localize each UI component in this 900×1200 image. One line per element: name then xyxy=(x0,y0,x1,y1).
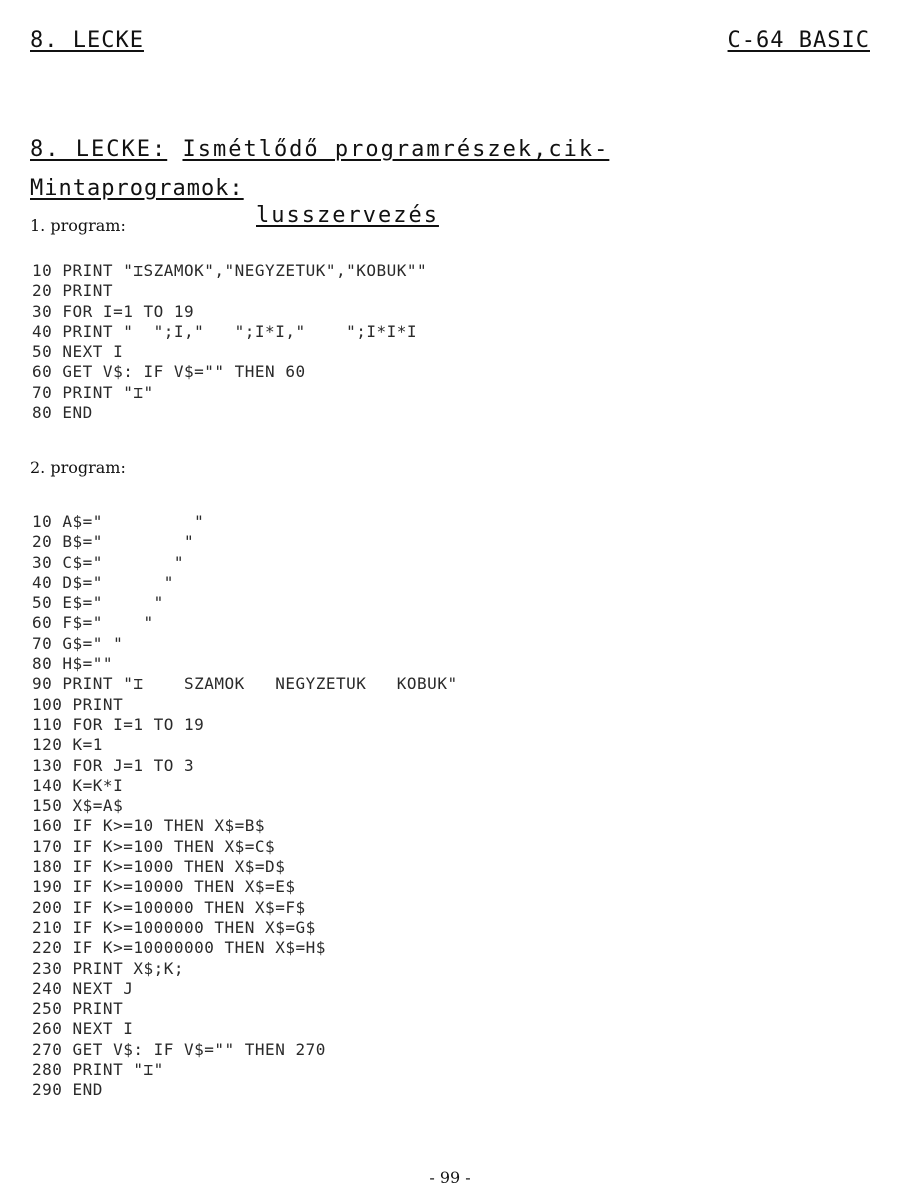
code-line: 120 K=1 xyxy=(32,735,103,755)
code-line: 50 E$=" " xyxy=(32,593,164,613)
chapter-heading-line1 xyxy=(30,139,609,161)
code-line: 100 PRINT xyxy=(32,694,124,714)
code-line: 280 PRINT "⌶" xyxy=(32,1060,164,1080)
code-line: 130 FOR J=1 TO 3 xyxy=(32,755,195,775)
code-line: 70 G$=" " xyxy=(32,633,124,653)
page-number: - 99 - xyxy=(429,1168,471,1187)
code-line: 40 PRINT " ";I," ";I*I," ";I*I*I xyxy=(32,321,418,341)
code-line: 40 D$=" " xyxy=(32,572,174,592)
code-line: 220 IF K>=10000000 THEN X$=H$ xyxy=(32,938,326,958)
code-line: 90 PRINT "⌶ SZAMOK NEGYZETUK KOBUK" xyxy=(32,674,458,694)
code-line: 110 FOR I=1 TO 19 xyxy=(32,714,205,734)
code-line: 20 PRINT xyxy=(32,281,114,301)
code-line: 170 IF K>=100 THEN X$=C$ xyxy=(32,836,276,856)
code-line: 80 END xyxy=(32,403,93,423)
code-line: 190 IF K>=10000 THEN X$=E$ xyxy=(32,877,296,897)
code-line: 10 PRINT "⌶SZAMOK","NEGYZETUK","KOBUK"" xyxy=(32,261,428,280)
code-line: 70 PRINT "⌶" xyxy=(32,382,154,402)
program1-listing xyxy=(32,261,427,423)
code-line: 60 GET V$: IF V$="" THEN 60 xyxy=(32,362,306,382)
code-line: 250 PRINT xyxy=(32,999,124,1019)
chapter-prefix: 8. LECKE: xyxy=(30,137,168,162)
code-line: 270 GET V$: IF V$="" THEN 270 xyxy=(32,1039,326,1059)
chapter-title-line2: lusszervezés xyxy=(256,203,439,228)
code-line: 160 IF K>=10 THEN X$=B$ xyxy=(32,816,266,836)
program2-label: 2. program: xyxy=(30,458,126,477)
code-line: 80 H$="" xyxy=(32,654,114,674)
code-line: 290 END xyxy=(32,1080,103,1100)
code-line: 10 A$=" " xyxy=(32,512,205,531)
code-line: 30 FOR I=1 TO 19 xyxy=(32,301,195,321)
program1-label: 1. program: xyxy=(30,216,126,235)
code-line: 200 IF K>=100000 THEN X$=F$ xyxy=(32,897,306,917)
chapter-title-line1: Ismétlődő programrészek,cik- xyxy=(182,137,610,162)
code-line: 230 PRINT X$;K; xyxy=(32,958,184,978)
code-line: 20 B$=" " xyxy=(32,532,195,552)
section-title: Mintaprogramok: xyxy=(30,176,244,201)
code-line: 150 X$=A$ xyxy=(32,796,124,816)
code-line: 260 NEXT I xyxy=(32,1019,134,1039)
chapter-heading-line2 xyxy=(256,205,609,227)
code-line: 140 K=K*I xyxy=(32,775,124,795)
running-header-right: C-64 BASIC xyxy=(727,28,870,53)
code-line: 50 NEXT I xyxy=(32,342,124,362)
code-line: 210 IF K>=1000000 THEN X$=G$ xyxy=(32,917,316,937)
code-line: 180 IF K>=1000 THEN X$=D$ xyxy=(32,857,286,877)
running-header-left: 8. LECKE xyxy=(30,28,144,53)
code-line: 60 F$=" " xyxy=(32,613,154,633)
program2-listing xyxy=(32,512,458,1101)
code-line: 30 C$=" " xyxy=(32,552,184,572)
code-line: 240 NEXT J xyxy=(32,978,134,998)
